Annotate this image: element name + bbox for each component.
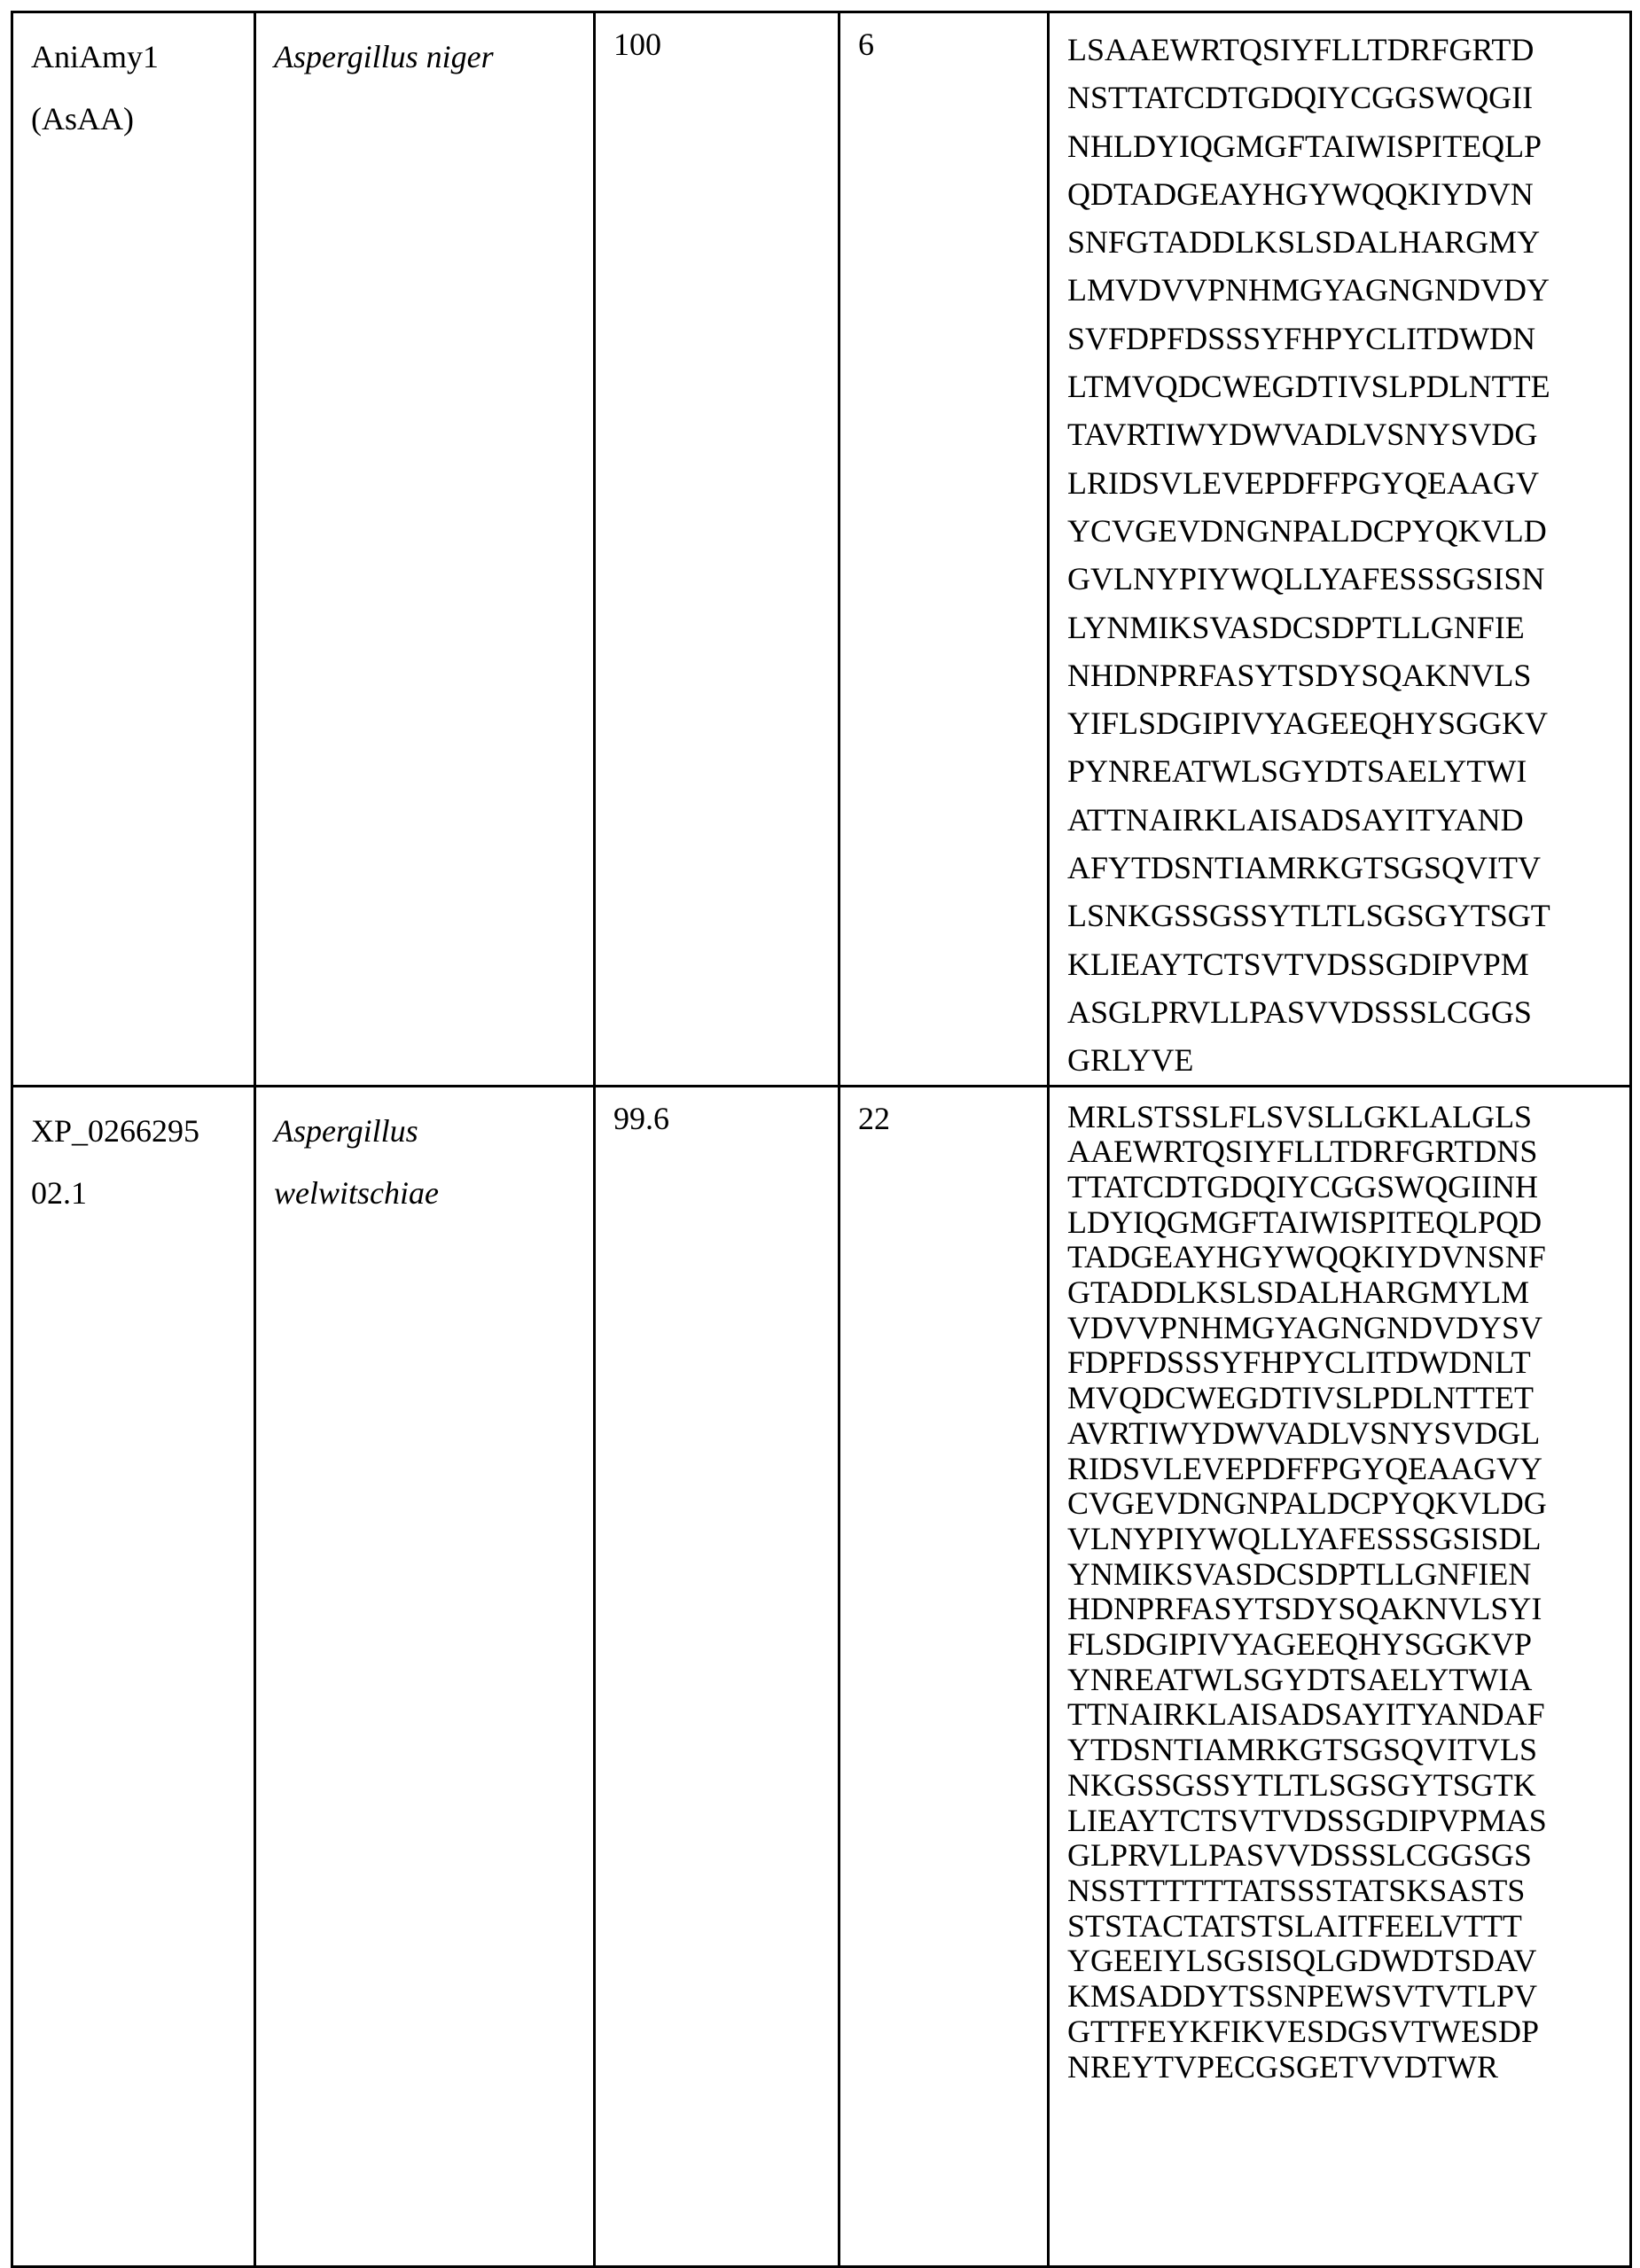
table-row: [12, 12, 1631, 1087]
sequence-line: ATTNAIRKLAISADSAYITYAND: [1067, 796, 1612, 844]
sequence-table: [11, 11, 1632, 2268]
sequence-line: NHDNPRFASYTSDYSQAKNVLS: [1067, 651, 1612, 699]
sequence-line: GLPRVLLPASVVDSSSLCGGSGS: [1067, 1838, 1612, 1874]
enzyme-name: 02.1: [31, 1162, 236, 1224]
sequence-cell: [1049, 12, 1631, 1087]
enzyme-name-cell: [12, 1086, 255, 2266]
identity-cell: [595, 1086, 840, 2266]
sequence-line: NSSTTTTTTATSSSTATSKSASTS: [1067, 1874, 1612, 1909]
identity-value: 99.6: [613, 1101, 669, 1136]
sequence-line: MRLSTSSLFLSVSLLGKLALGLS: [1067, 1100, 1612, 1135]
sequence-line: AFYTDSNTIAMRKGTSGSQVITV: [1067, 844, 1612, 892]
sequence-line: FDPFDSSSYFHPYCLITDWDNLT: [1067, 1345, 1612, 1381]
sequence-line: YNREATWLSGYDTSAELYTWIA: [1067, 1663, 1612, 1698]
enzyme-name: XP_0266295: [31, 1100, 236, 1162]
sequence-line: GRLYVE: [1067, 1036, 1612, 1084]
sequence-line: SVFDPFDSSSYFHPYCLITDWDN: [1067, 315, 1612, 362]
sequence-line: TTNAIRKLAISADSAYITYANDAF: [1067, 1697, 1612, 1733]
sequence-line: YGEEIYLSGSISQLGDWDTSDAV: [1067, 1944, 1612, 1979]
sequence-line: NHLDYIQGMGFTAIWISPITEQLP: [1067, 122, 1612, 170]
enzyme-name: (AsAA): [31, 88, 236, 150]
sequence-line: NKGSSGSSYTLTLSGSGYTSGTK: [1067, 1768, 1612, 1804]
sequence-line: STSTACTATSTSLAITFEELVTTT: [1067, 1909, 1612, 1945]
sequence-line: AVRTIWYDWVADLVSNYSVDGL: [1067, 1416, 1612, 1452]
sequence-line: GTTFEYKFIKVESDGSVTWESDP: [1067, 2015, 1612, 2050]
organism: welwitschiae: [274, 1162, 575, 1224]
sequence-line: LIEAYTCTSVTVDSSGDIPVPMAS: [1067, 1804, 1612, 1839]
enzyme-name-cell: [12, 12, 255, 1087]
sequence-line: CVGEVDNGNPALDCPYQKVLDG: [1067, 1486, 1612, 1522]
identity-value: 100: [613, 27, 661, 62]
sequence-line: GTADDLKSLSDALHARGMYLM: [1067, 1275, 1612, 1311]
organism: Aspergillus niger: [274, 26, 575, 88]
sequence-line: GVLNYPIYWQLLYAFESSSGSISN: [1067, 555, 1612, 603]
sequence-line: LTMVQDCWEGDTIVSLPDLNTTE: [1067, 362, 1612, 410]
sequence-line: NSTTATCDTGDQIYCGGSWQGII: [1067, 74, 1612, 121]
seq-id-cell: [840, 1086, 1049, 2266]
sequence-line: HDNPRFASYTSDYSQAKNVLSYI: [1067, 1592, 1612, 1627]
sequence-line: TAVRTIWYDWVADLVSNYSVDG: [1067, 410, 1612, 458]
sequence-line: MVQDCWEGDTIVSLPDLNTTET: [1067, 1381, 1612, 1416]
sequence-line: NREYTVPECGSGETVVDTWR: [1067, 2050, 1612, 2085]
sequence-line: LRIDSVLEVEPDFFPGYQEAAGV: [1067, 459, 1612, 507]
seq-id-value: 22: [858, 1101, 890, 1136]
sequence-line: TADGEAYHGYWQQKIYDVNSNF: [1067, 1240, 1612, 1275]
organism-cell: [255, 12, 595, 1087]
sequence-line: VLNYPIYWQLLYAFESSSGSISDL: [1067, 1522, 1612, 1557]
sequence-line: LYNMIKSVASDCSDPTLLGNFIE: [1067, 604, 1612, 651]
identity-cell: [595, 12, 840, 1087]
sequence-line: LSAAEWRTQSIYFLLTDRFGRTD: [1067, 26, 1612, 74]
table-row: [12, 1086, 1631, 2266]
sequence-line: YNMIKSVASDCSDPTLLGNFIEN: [1067, 1557, 1612, 1593]
sequence-line: VDVVPNHMGYAGNGNDVDYSV: [1067, 1311, 1612, 1346]
sequence-line: SNFGTADDLKSLSDALHARGMY: [1067, 218, 1612, 266]
sequence-line: QDTADGEAYHGYWQQKIYDVN: [1067, 170, 1612, 218]
enzyme-name: AniAmy1: [31, 26, 236, 88]
sequence-line: LDYIQGMGFTAIWISPITEQLPQD: [1067, 1205, 1612, 1241]
sequence-line: YCVGEVDNGNPALDCPYQKVLD: [1067, 507, 1612, 555]
organism-cell: [255, 1086, 595, 2266]
sequence-line: YTDSNTIAMRKGTSGSQVITVLS: [1067, 1733, 1612, 1768]
sequence-line: FLSDGIPIVYAGEEQHYSGGKVP: [1067, 1627, 1612, 1663]
sequence-line: YIFLSDGIPIVYAGEEQHYSGGKV: [1067, 699, 1612, 747]
organism: Aspergillus: [274, 1100, 575, 1162]
sequence-line: LMVDVVPNHMGYAGNGNDVDY: [1067, 266, 1612, 314]
sequence-line: AAEWRTQSIYFLLTDRFGRTDNS: [1067, 1134, 1612, 1170]
sequence-line: RIDSVLEVEPDFFPGYQEAAGVY: [1067, 1452, 1612, 1487]
sequence-line: LSNKGSSGSSYTLTLSGSGYTSGT: [1067, 892, 1612, 939]
seq-id-value: 6: [858, 27, 874, 62]
sequence-line: ASGLPRVLLPASVVDSSSLCGGS: [1067, 988, 1612, 1036]
sequence-line: KLIEAYTCTSVTVDSSGDIPVPM: [1067, 940, 1612, 988]
seq-id-cell: [840, 12, 1049, 1087]
sequence-line: PYNREATWLSGYDTSAELYTWI: [1067, 747, 1612, 795]
sequence-line: KMSADDYTSSNPEWSVTVTLPV: [1067, 1979, 1612, 2015]
sequence-line: TTATCDTGDQIYCGGSWQGIINH: [1067, 1170, 1612, 1205]
sequence-cell: [1049, 1086, 1631, 2266]
